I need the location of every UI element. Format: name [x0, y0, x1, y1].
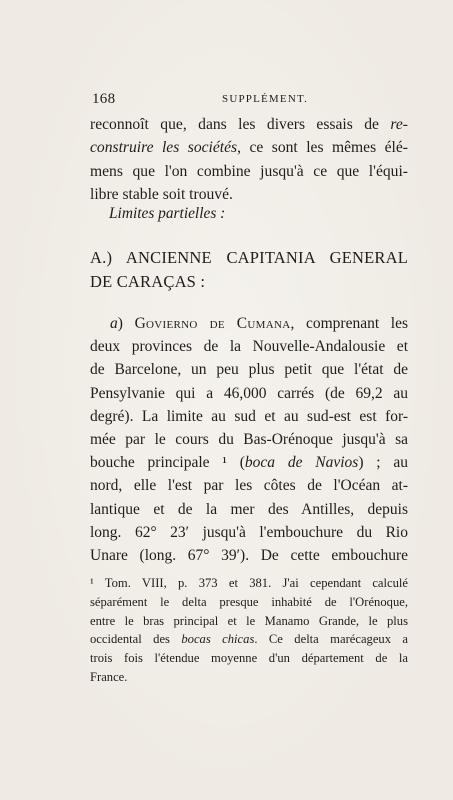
title-line: DE CARAÇAS :: [90, 271, 206, 291]
text-line: [90, 312, 408, 335]
text-line: libre stable soit trouvé.: [90, 186, 233, 204]
text-line: long. 62° 23′ jusqu'à l'embouchure du Rio: [90, 523, 408, 541]
running-title: SUPPLÉMENT.: [222, 93, 309, 105]
smallcaps-span: Goviern​o de Cumana: [134, 315, 291, 332]
section-title: [90, 246, 408, 293]
main-paragraph: [90, 312, 408, 567]
text-span: , ce sont les mêmes élé-: [237, 139, 408, 157]
text-line: degré). La limite au sud et au sud-est est for-: [90, 407, 408, 425]
footnote-line: [90, 630, 408, 649]
page-number: 168: [92, 91, 116, 107]
text-line: lantique et de la mer des Antilles, depuis: [90, 500, 408, 518]
italic-span: construire les sociétés: [90, 139, 238, 157]
text-line: Pensylvanie qui a 46,000 carrés (de 69,2 au: [90, 384, 408, 402]
text-span: ): [117, 315, 123, 332]
text-line: [90, 136, 408, 159]
text-line: mée par le cours du Bas-Orénoque jusqu'à sa: [90, 431, 408, 449]
italic-span: a: [110, 315, 118, 332]
footnote-line: séparément le delta presque inhabité de l'Orénoque,: [90, 594, 408, 609]
footnote-line: entre le bras principal et le Manamo Grande, le plus: [90, 613, 408, 628]
title-line: A.) ANCIENNE CAPITANIA GENERAL: [90, 248, 408, 267]
running-header: [92, 91, 406, 109]
text-line: mens que l'on combine jusqu'à ce que l'équi-: [90, 162, 408, 180]
text-line: [90, 113, 408, 136]
italic-span: boca de Navios: [244, 454, 359, 472]
text-line: de Barcelone, un peu plus petit que l'état de: [90, 361, 408, 379]
text-span: bouche principale ¹ (: [90, 454, 245, 472]
text-span: ) ; au: [358, 454, 408, 472]
text-line: Unare (long. 67° 39′). De cette embouchure: [90, 547, 408, 565]
text-line: deux provinces de la Nouvelle-Andalousie et: [90, 338, 408, 356]
text-span: , comprenant les: [290, 315, 409, 332]
text-line: [90, 451, 408, 474]
italic-span: re-: [390, 116, 408, 133]
footnote: [90, 574, 408, 687]
text-span: reconnoît que, dans les divers essais de: [90, 116, 379, 133]
footnote-line: trois fois l'étendue moyenne d'un département de la: [90, 651, 408, 666]
text-line: nord, elle l'est par les côtes de l'Océan at-: [90, 477, 408, 495]
continuation-text: [90, 113, 408, 207]
text-span: occidental des: [90, 632, 170, 647]
subheading: Limites partielles :: [109, 205, 226, 222]
text-span: . Ce delta marécageux a: [254, 632, 409, 647]
footnote-line: ¹ Tom. VIII, p. 373 et 381. J'ai cependant calculé: [90, 576, 408, 590]
italic-span: bocas chicas: [181, 632, 255, 647]
footnote-line: France.: [90, 669, 128, 684]
